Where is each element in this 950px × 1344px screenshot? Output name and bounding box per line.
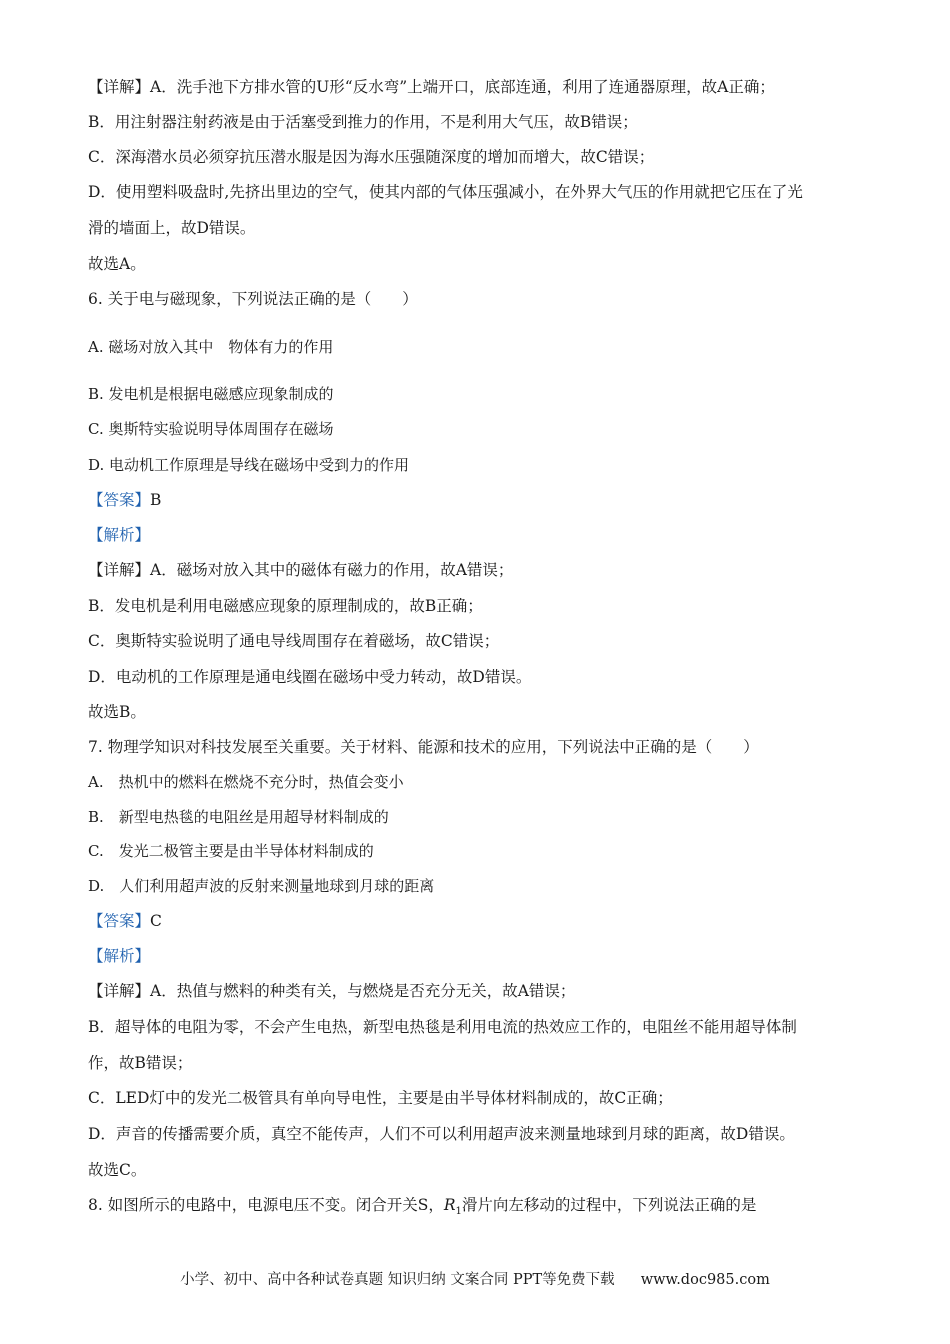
detail-tag: 【详解】 bbox=[88, 78, 151, 96]
q7-answer bbox=[88, 910, 162, 932]
q6-question: 6. 关于电与磁现象，下列说法正确的是（ ） bbox=[88, 290, 418, 308]
footer-url[interactable]: www.doc985.com bbox=[640, 1272, 770, 1288]
detail-text: A．磁场对放入其中的磁体有磁力的作用，故A错误； bbox=[150, 561, 514, 579]
analysis-tag: 【解析】 bbox=[88, 526, 151, 544]
detail-text: A．热值与燃料的种类有关，与燃烧是否充分无关，故A错误； bbox=[150, 982, 576, 1000]
q7-conclusion: 故选C。 bbox=[88, 1161, 147, 1179]
q7-detail-a bbox=[88, 980, 575, 1002]
q6-analysis-tag bbox=[88, 524, 150, 546]
resistor-subscript: 1 bbox=[455, 1206, 462, 1218]
q5-detail-a bbox=[88, 76, 775, 98]
q6-conclusion: 故选B。 bbox=[88, 703, 146, 721]
detail-tag: 【详解】 bbox=[88, 561, 151, 579]
q6-option-d: D. 电动机工作原理是导线在磁场中受到力的作用 bbox=[88, 456, 410, 474]
q7-detail-c: C．LED灯中的发光二极管具有单向导电性，主要是由半导体材料制成的，故C正确； bbox=[88, 1089, 673, 1107]
q7-analysis-tag bbox=[88, 945, 150, 967]
q8-question-start: 8. 如图所示的电路中，电源电压不变。闭合开关S， bbox=[88, 1196, 444, 1214]
q6-detail-a bbox=[88, 559, 513, 581]
q7-detail-b-line1: B．超导体的电阻为零，不会产生电热，新型电热毯是利用电流的热效应工作的，电阻丝不能用超导体制 bbox=[88, 1018, 797, 1036]
page-footer bbox=[0, 1268, 950, 1289]
q6-option-c: C. 奥斯特实验说明导体周围存在磁场 bbox=[88, 420, 334, 438]
q7-detail-b-line2: 作，故B错误； bbox=[88, 1054, 193, 1072]
q6-detail-d: D．电动机的工作原理是通电线圈在磁场中受力转动，故D错误。 bbox=[88, 668, 532, 686]
q7-question: 7. 物理学知识对科技发展至关重要。关于材料、能源和技术的应用，下列说法中正确的是（ ） bbox=[88, 738, 759, 756]
q7-option-b: B. 新型电热毯的电阻丝是用超导材料制成的 bbox=[88, 808, 389, 826]
q7-detail-d: D．声音的传播需要介质，真空不能传声，人们不可以利用超声波来测量地球到月球的距离，故D错误。 bbox=[88, 1125, 795, 1143]
detail-tag: 【详解】 bbox=[88, 982, 151, 1000]
q5-detail-d-line2: 滑的墙面上，故D错误。 bbox=[88, 219, 256, 237]
resistor-symbol: R bbox=[443, 1196, 456, 1214]
analysis-tag: 【解析】 bbox=[88, 947, 151, 965]
q5-detail-c: C．深海潜水员必须穿抗压潜水服是因为海水压强随深度的增加而增大，故C错误； bbox=[88, 148, 655, 166]
q7-option-a: A. 热机中的燃料在燃烧不充分时，热值会变小 bbox=[88, 773, 404, 791]
footer-text: 小学、初中、高中各种试卷真题 知识归纳 文案合同 PPT等免费下载 bbox=[180, 1272, 615, 1288]
answer-tag: 【答案】 bbox=[88, 912, 151, 930]
q8-question bbox=[88, 1194, 756, 1223]
answer-tag: 【答案】 bbox=[88, 491, 151, 509]
q5-detail-b: B．用注射器注射药液是由于活塞受到推力的作用，不是利用大气压，故B错误； bbox=[88, 113, 638, 131]
q6-answer bbox=[88, 489, 161, 511]
q6-option-a: A. 磁场对放入其中 物体有力的作用 bbox=[88, 338, 334, 356]
q5-detail-d-line1: D．使用塑料吸盘时,先挤出里边的空气，使其内部的气体压强减小，在外界大气压的作用就把它压在了光 bbox=[88, 183, 803, 201]
q5-conclusion: 故选A。 bbox=[88, 255, 146, 273]
q6-detail-b: B．发电机是利用电磁感应现象的原理制成的，故B正确； bbox=[88, 597, 483, 615]
q8-question-end: 滑片向左移动的过程中，下列说法正确的是 bbox=[461, 1196, 757, 1214]
answer-value: C bbox=[150, 912, 162, 930]
q7-option-c: C. 发光二极管主要是由半导体材料制成的 bbox=[88, 842, 374, 860]
q6-option-b: B. 发电机是根据电磁感应现象制成的 bbox=[88, 385, 334, 403]
detail-text: A．洗手池下方排水管的U形“反水弯”上端开口，底部连通，利用了连通器原理，故A正确； bbox=[150, 78, 775, 96]
q7-option-d: D. 人们利用超声波的反射来测量地球到月球的距离 bbox=[88, 877, 435, 895]
q6-detail-c: C．奥斯特实验说明了通电导线周围存在着磁场，故C错误； bbox=[88, 632, 500, 650]
answer-value: B bbox=[150, 491, 162, 509]
